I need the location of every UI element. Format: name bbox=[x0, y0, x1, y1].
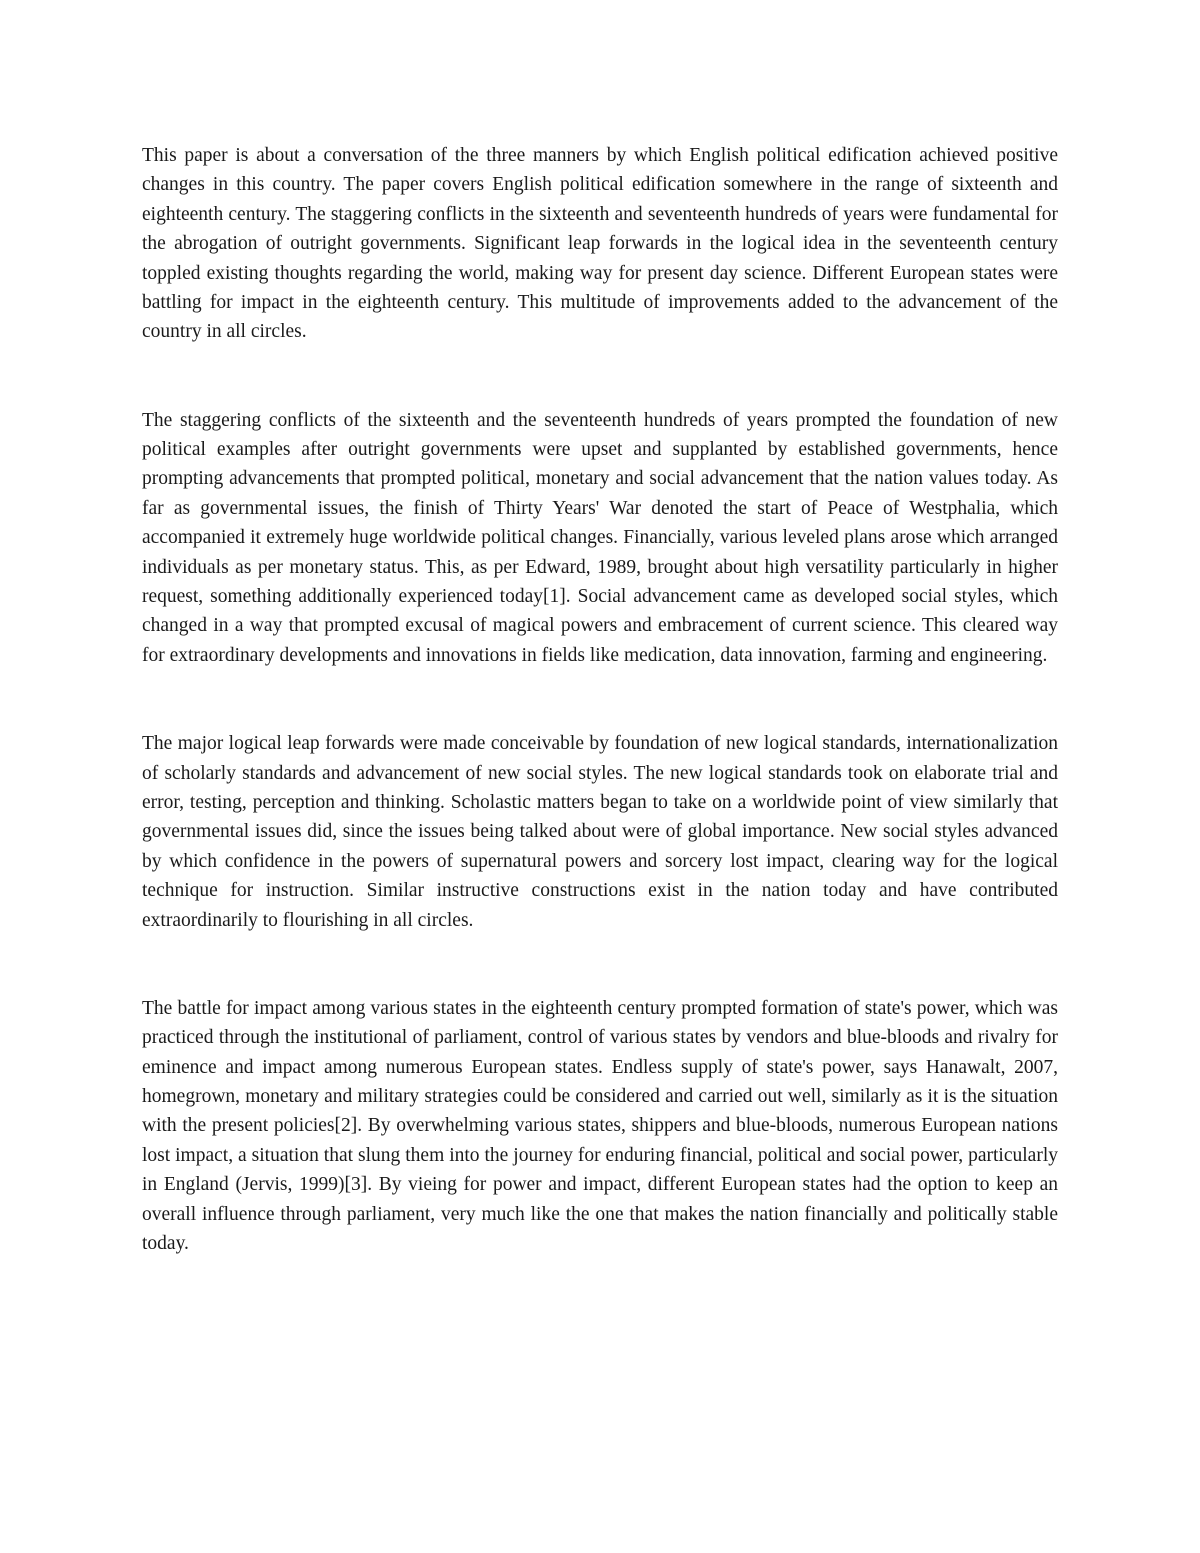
paragraph-conflicts: The staggering conflicts of the sixteenth and the seventeenth hundreds of years prompted the foundation of new political examples after outright governments were upset and supplanted by established governments, hence prompting advancements that prompted political, monetary and social advancement that the nation values today. As far as governmental issues, the finish of Thirty Years' War denoted the start of Peace of Westphalia, which accompanied it extremely huge worldwide political changes. Financially, various leveled plans arose which arranged individuals as per monetary status. This, as per Edward, 1989, brought about high versatility particularly in higher request, something additionally experienced today[1]. Social advancement came as developed social styles, which changed in a way that prompted excusal of magical powers and embracement of current science. This cleared way for extraordinary developments and innovations in fields like medication, data innovation, farming and engineering. bbox=[142, 409, 1058, 666]
paragraph-introduction: This paper is about a conversation of the three manners by which English political edification achieved positive changes in this country. The paper covers English political edification somewhere in the range of sixteenth and eighteenth century. The staggering conflicts in the sixteenth and seventeenth hundreds of years were fundamental for the abrogation of outright governments. Significant leap forwards in the logical idea in the seventeenth century toppled existing thoughts regarding the world, making way for present day science. Different European states were battling for impact in the eighteenth century. This multitude of improvements added to the advancement of the country in all circles. bbox=[142, 145, 1058, 343]
paragraph-logical-leaps: The major logical leap forwards were made conceivable by foundation of new logical standards, internationalization of scholarly standards and advancement of new social styles. The new logical standards took on elaborate trial and error, testing, perception and thinking. Scholastic matters began to take on a worldwide point of view similarly that governmental issues did, since the issues being talked about were of global importance. New social styles advanced by which confidence in the powers of supernatural powers and sorcery lost impact, clearing way for the logical technique for instruction. Similar instructive constructions exist in the nation today and have contributed extraordinarily to flourishing in all circles. bbox=[142, 733, 1058, 931]
paragraph-state-power: The battle for impact among various states in the eighteenth century prompted formation of state's power, which was practiced through the institutional of parliament, control of various states by vendors and blue-bloods and rivalry for eminence and impact among numerous European states. Endless supply of state's power, says Hanawalt, 2007, homegrown, monetary and military strategies could be considered and carried out well, similarly as it is the situation with the present policies[2]. By overwhelming various states, shippers and blue-bloods, numerous European nations lost impact, a situation that slung them into the journey for enduring financial, political and social power, particularly in England (Jervis, 1999)[3]. By vieing for power and impact, different European states had the option to keep an overall influence through parliament, very much like the one that makes the nation financially and politically stable today. bbox=[142, 997, 1058, 1254]
document-body bbox=[142, 141, 1058, 1258]
